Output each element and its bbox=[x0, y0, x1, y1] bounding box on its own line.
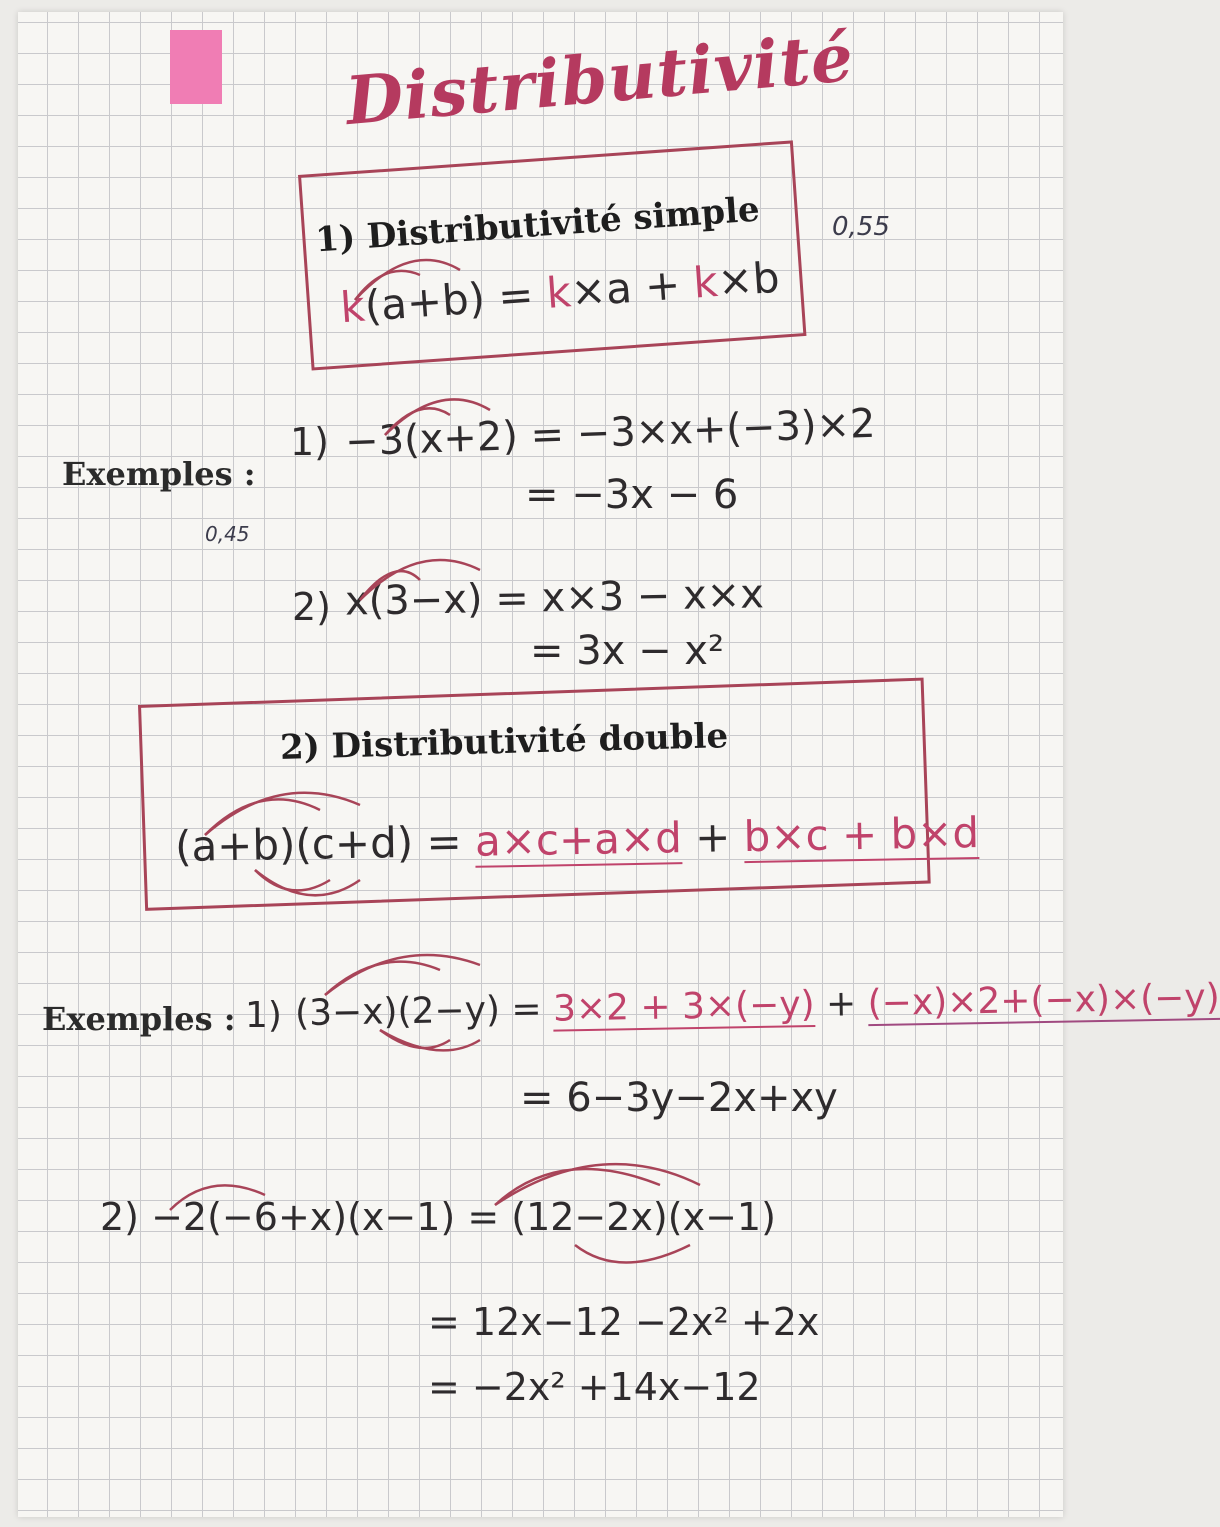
arrow-arc bbox=[355, 271, 420, 300]
example2-line2: = 3x − x² bbox=[530, 628, 725, 674]
arrow-arc bbox=[255, 870, 360, 895]
arrow-arc bbox=[495, 1169, 660, 1205]
formula-group-b: b×c + b×d bbox=[743, 807, 980, 862]
formula-part: ×b bbox=[715, 252, 782, 306]
arrow-arc bbox=[325, 962, 440, 995]
section2-heading: 2) Distributivité double bbox=[279, 716, 729, 768]
arrow-arc bbox=[575, 1245, 690, 1263]
factor-k: k bbox=[544, 267, 573, 318]
page-title: Distributivité bbox=[342, 17, 857, 141]
formula-group-b: (−x)×2+(−x)×(−y) bbox=[867, 976, 1220, 1025]
formula-part: (3−x)(2−y) = bbox=[294, 988, 554, 1035]
example1-line2: = −3x − 6 bbox=[525, 472, 739, 518]
arrow-arc bbox=[255, 870, 330, 890]
formula-part: (a+b)(c+d) = bbox=[174, 816, 476, 872]
example2-line1: x(3−x) = x×3 − x×x bbox=[344, 571, 765, 625]
arrow-arc bbox=[355, 260, 460, 300]
example1-number: 1) bbox=[290, 420, 330, 464]
example3-line2: = 6−3y−2x+xy bbox=[520, 1075, 838, 1121]
example4-line3: = −2x² +14x−12 bbox=[428, 1365, 761, 1409]
margin-note-top: 0,55 bbox=[832, 212, 890, 242]
example1-line1: −3(x+2) = −3×x+(−3)×2 bbox=[344, 400, 877, 466]
arrow-arc bbox=[170, 1185, 265, 1210]
factor-k: k bbox=[338, 281, 367, 333]
examples-label-2: Exemples : bbox=[42, 1000, 236, 1038]
arrow-arc bbox=[385, 408, 450, 435]
formula-part: + bbox=[681, 812, 745, 863]
formula-part: + bbox=[814, 983, 869, 1025]
formula-group-a: a×c+a×d bbox=[474, 813, 683, 866]
formula-part: (a+b) = bbox=[363, 268, 549, 331]
arrow-arc bbox=[385, 399, 490, 435]
formula-part: ×a + bbox=[569, 258, 696, 317]
arrow-arc bbox=[205, 799, 320, 835]
example2-number: 2) bbox=[292, 585, 332, 629]
margin-note-left: 0,45 bbox=[205, 522, 250, 546]
example3-number: 1) bbox=[245, 995, 282, 1036]
example4-line1: 2) −2(−6+x)(x−1) = (12−2x)(x−1) bbox=[100, 1195, 776, 1239]
section1-heading: 1) Distributivité simple bbox=[314, 189, 761, 261]
formula-group-a: 3×2 + 3×(−y) bbox=[552, 984, 815, 1030]
factor-k: k bbox=[691, 257, 720, 308]
examples-label-1: Exemples : bbox=[62, 455, 256, 493]
example4-line2: = 12x−12 −2x² +2x bbox=[428, 1300, 820, 1344]
